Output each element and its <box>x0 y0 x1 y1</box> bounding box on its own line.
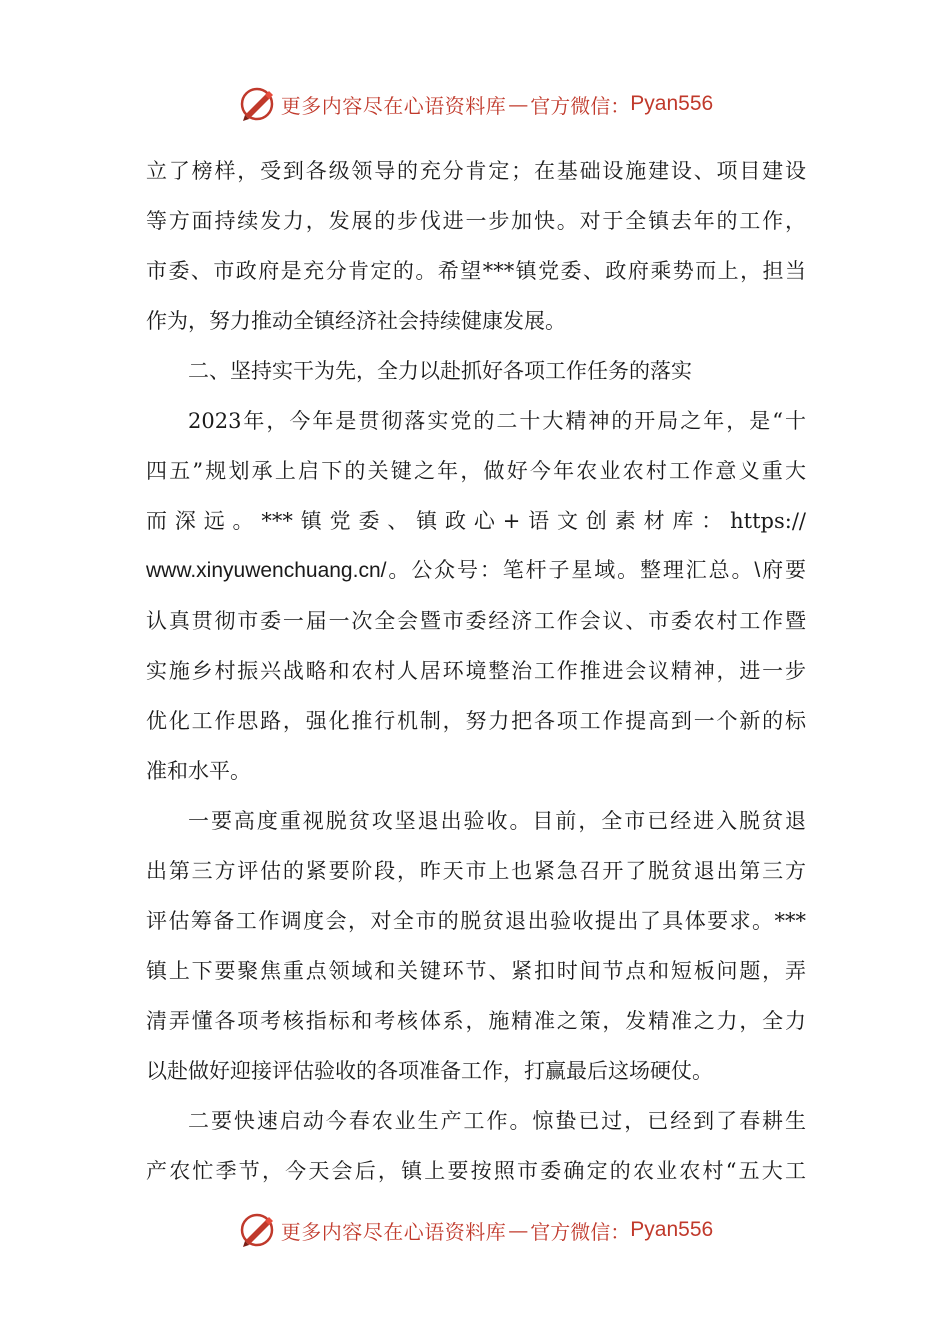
banner-text: 更多内容尽在心语资料库 <box>280 1219 507 1244</box>
text-line: 而深远。***镇党委、镇政心+语文创素材库：https:// <box>146 509 806 533</box>
text-line: 市委、市政府是充分肯定的。希望***镇党委、政府乘势而上，担当 <box>146 259 806 283</box>
text-line: 四五”规划承上启下的关键之年，做好今年农业农村工作意义重大 <box>146 459 806 483</box>
text-line: 等方面持续发力，发展的步伐进一步加快。对于全镇去年的工作， <box>146 209 806 233</box>
header-banner <box>0 82 950 126</box>
text-line: 评估筹备工作调度会，对全市的脱贫退出验收提出了具体要求。*** <box>146 909 806 933</box>
text-line: www.xinyuwenchuang.cn/。公众号：笔杆子星域。整理汇总。\府要 <box>146 559 806 582</box>
text-line: 立了榜样，受到各级领导的充分肯定；在基础设施建设、项目建设 <box>146 159 806 183</box>
banner-text: 更多内容尽在心语资料库 <box>280 93 507 118</box>
text-line: 实施乡村振兴战略和农村人居环境整治工作推进会议精神，进一步 <box>146 659 806 683</box>
text-line: 一要高度重视脱贫攻坚退出验收。目前，全市已经进入脱贫退 <box>188 809 806 833</box>
text-line: 认真贯彻市委一届一次全会暨市委经济工作会议、市委农村工作暨 <box>146 609 806 633</box>
section-heading: 二、坚持实干为先，全力以赴抓好各项工作任务的落实 <box>188 359 692 383</box>
pen-logo-icon <box>237 84 277 124</box>
text-line: 清弄懂各项考核指标和考核体系，施精准之策，发精准之力，全力 <box>146 1009 806 1033</box>
banner-wechat-id: Pyan556 <box>630 92 714 115</box>
text-line: 作为，努力推动全镇经济社会持续健康发展。 <box>146 309 566 333</box>
text-line: 优化工作思路，强化推行机制，努力把各项工作提高到一个新的标 <box>146 709 806 733</box>
banner-wechat-label: 官方微信： <box>530 93 631 118</box>
document-body <box>146 146 806 1196</box>
text-line: 准和水平。 <box>146 759 251 783</box>
text-line: 2023年，今年是贯彻落实党的二十大精神的开局之年，是“十 <box>188 409 806 433</box>
text-line: 镇上下要聚焦重点领域和关键环节、紧扣时间节点和短板问题，弄 <box>146 959 806 983</box>
banner-wechat-label: 官方微信： <box>530 1219 631 1244</box>
footer-banner <box>0 1208 950 1252</box>
banner-dash: — <box>508 1218 529 1242</box>
banner-wechat-id: Pyan556 <box>630 1218 714 1241</box>
text-line: 二要快速启动今春农业生产工作。惊蛰已过，已经到了春耕生 <box>188 1109 806 1133</box>
banner-dash: — <box>508 92 529 116</box>
pen-logo-icon <box>237 1210 277 1250</box>
text-line: 出第三方评估的紧要阶段，昨天市上也紧急召开了脱贫退出第三方 <box>146 859 806 883</box>
text-line: 以赴做好迎接评估验收的各项准备工作，打赢最后这场硬仗。 <box>146 1059 713 1083</box>
text-line: 产农忙季节，今天会后，镇上要按照市委确定的农业农村“五大工 <box>146 1159 806 1183</box>
